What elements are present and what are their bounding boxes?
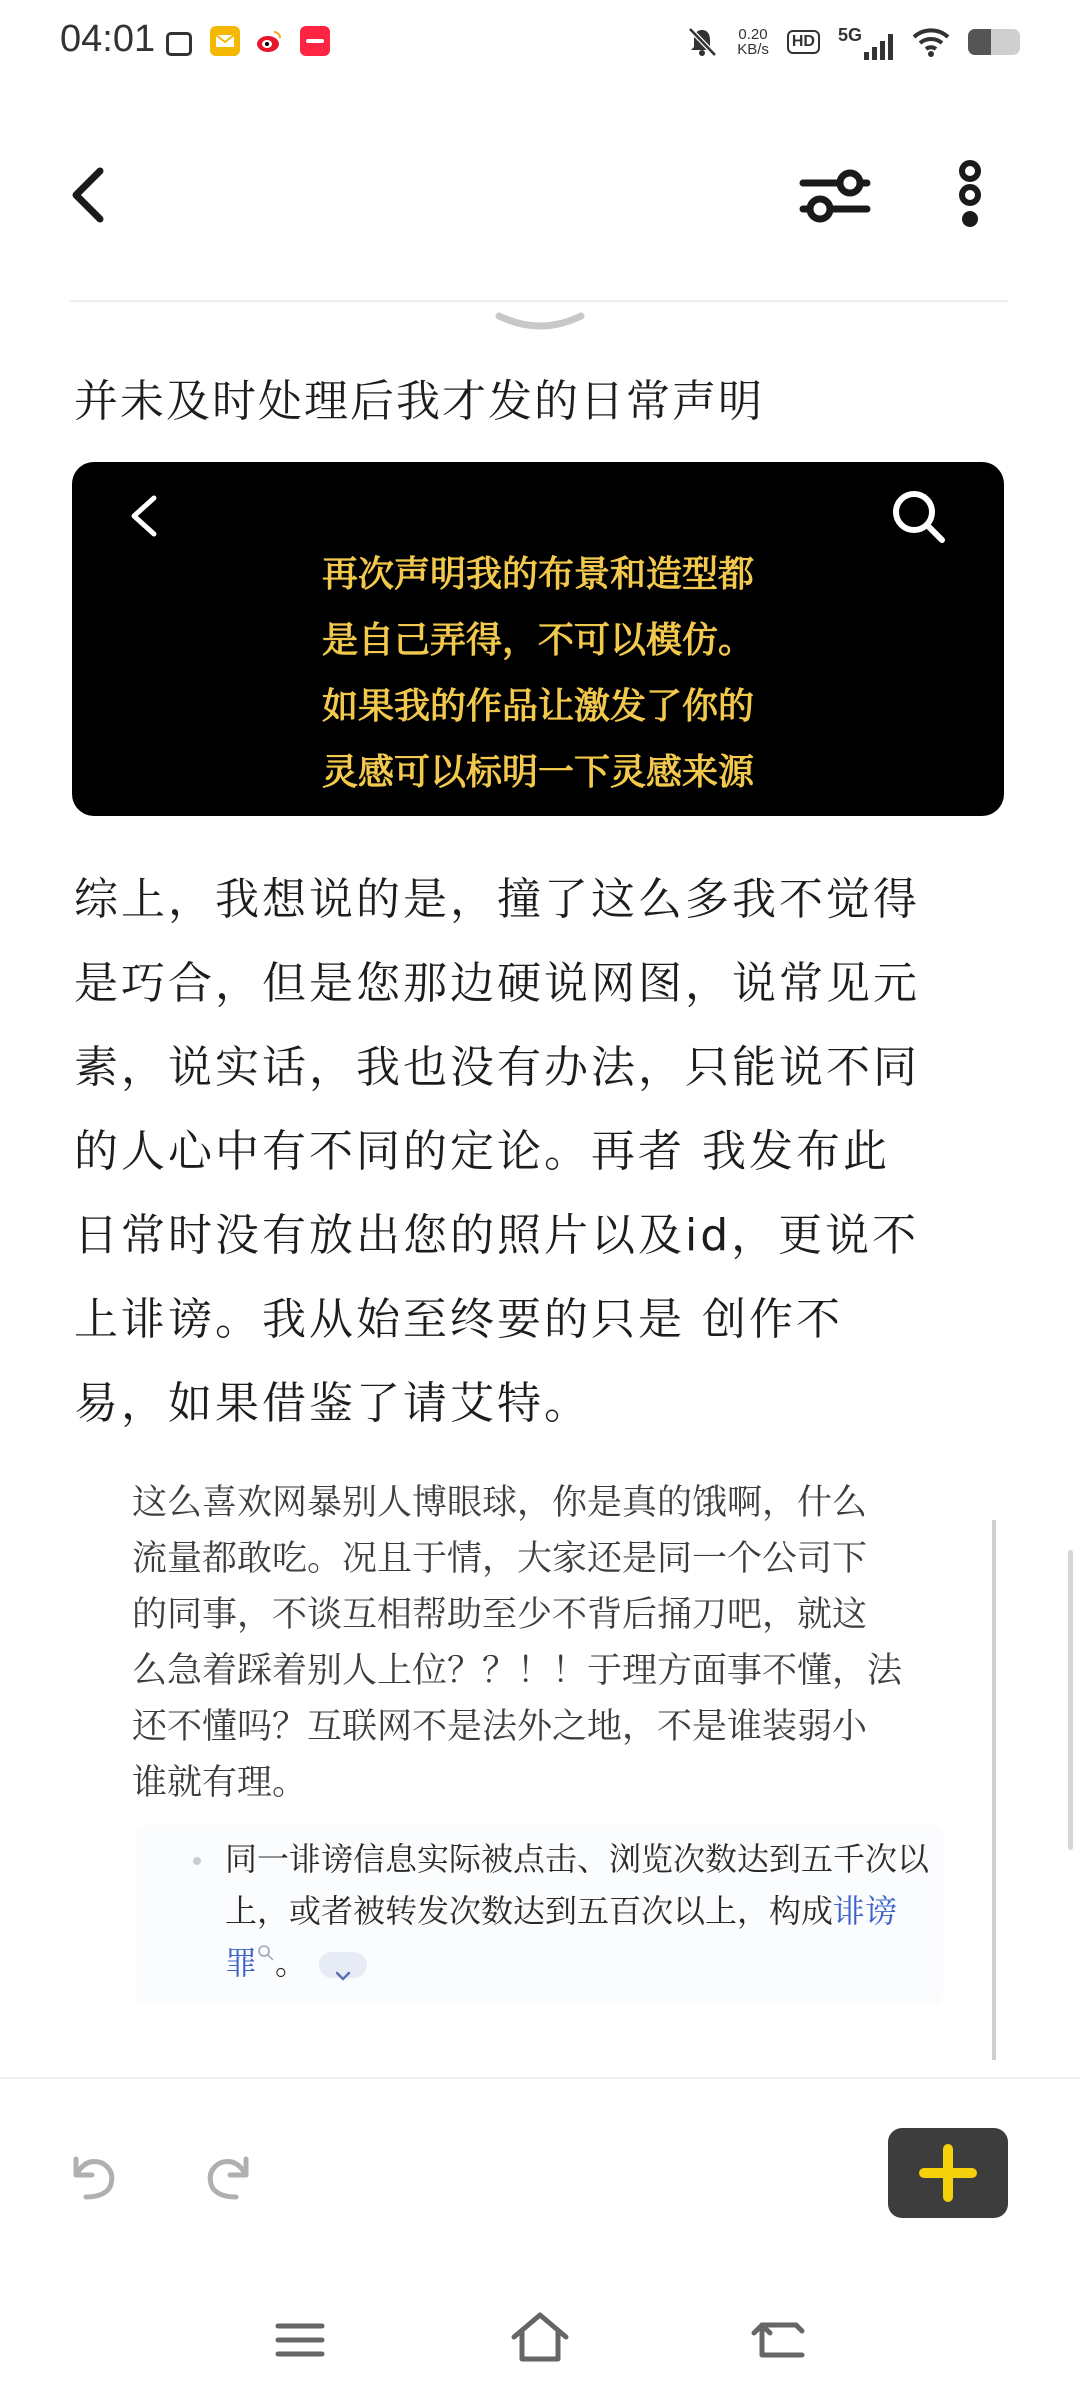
undo-button[interactable] bbox=[62, 2135, 122, 2215]
status-time: 04:01 bbox=[60, 18, 156, 60]
app-badge-mail-icon bbox=[210, 26, 240, 56]
nav-back-button[interactable] bbox=[748, 2305, 812, 2369]
paragraph-line: 易，如果借鉴了请艾特。 bbox=[74, 1378, 591, 1429]
paragraph-line: 是巧合，但是您那边硬说网图，说常见元 bbox=[74, 958, 920, 1009]
info-line: 同一诽谤信息实际被点击、浏览次数达到五千次以 bbox=[225, 1840, 930, 1878]
chevron-down-icon bbox=[319, 1963, 367, 1989]
defamation-link[interactable]: 诽谤 bbox=[833, 1892, 898, 1930]
card-text bbox=[72, 542, 1004, 806]
app-badge-weibo-icon bbox=[254, 26, 284, 56]
more-options-button[interactable] bbox=[935, 155, 1005, 235]
collapse-handle[interactable] bbox=[495, 310, 585, 340]
header-divider bbox=[70, 300, 1008, 302]
filter-button[interactable] bbox=[795, 155, 875, 235]
redo-icon bbox=[200, 2135, 260, 2215]
signal-indicator bbox=[838, 25, 894, 60]
net-speed-unit: KB/s bbox=[737, 41, 769, 58]
nav-home-button[interactable] bbox=[508, 2305, 572, 2369]
battery-level bbox=[968, 29, 991, 55]
quote-line: 这么喜欢网暴别人博眼球，你是真的饿啊，什么 bbox=[132, 1483, 868, 1523]
add-button[interactable] bbox=[888, 2128, 1008, 2218]
paragraph-line: 的人心中有不同的定论。再者 我发布此 bbox=[74, 1126, 890, 1177]
expand-button[interactable] bbox=[319, 1952, 367, 1978]
status-bar bbox=[0, 0, 1080, 84]
paragraph-line: 素，说实话，我也没有办法，只能说不同 bbox=[74, 1042, 920, 1093]
status-indicators bbox=[685, 20, 1020, 64]
info-line-text: 上，或者被转发次数达到五百次以上，构成 bbox=[225, 1892, 834, 1930]
menu-icon bbox=[270, 2310, 330, 2370]
info-line bbox=[225, 1937, 925, 1989]
redo-button[interactable] bbox=[200, 2135, 260, 2215]
card-text-line: 是自己弄得，不可以模仿。 bbox=[321, 620, 754, 661]
quote-line: 么急着踩着别人上位？？！！于理方面事不懂，法 bbox=[132, 1651, 903, 1691]
sliders-icon bbox=[795, 155, 875, 235]
plus-icon bbox=[888, 2128, 1008, 2218]
bottom-divider bbox=[0, 2077, 1080, 2079]
paragraph-line: 上诽谤。我从始至终要的只是 创作不 bbox=[74, 1294, 843, 1345]
search-icon bbox=[257, 1944, 275, 1962]
net-speed-value: 0.20 bbox=[738, 26, 768, 43]
quote-line: 还不懂吗？互联网不是法外之地，不是谁装弱小 bbox=[132, 1707, 868, 1747]
chevron-down-icon bbox=[495, 310, 585, 340]
card-text-line: 灵感可以标明一下灵感来源 bbox=[321, 752, 754, 793]
info-line bbox=[225, 1885, 925, 1937]
embedded-image-card bbox=[72, 462, 1004, 816]
quote-scrollbar bbox=[992, 1520, 996, 2060]
quote-line: 流量都敢吃。况且于情，大家还是同一个公司下 bbox=[132, 1539, 868, 1579]
app-badge-bilibili-icon bbox=[166, 32, 192, 56]
network-type-label: 5G bbox=[837, 24, 862, 45]
body-paragraph bbox=[74, 858, 1019, 1446]
nav-recents-button[interactable] bbox=[270, 2310, 330, 2370]
info-line-end: 。 bbox=[275, 1944, 308, 1982]
legal-info-card bbox=[135, 1825, 943, 2005]
vertical-dots-icon bbox=[935, 155, 1005, 235]
quote-line: 谁就有理。 bbox=[132, 1763, 308, 1803]
paragraph-line: 综上，我想说的是，撞了这么多我不觉得 bbox=[74, 874, 920, 925]
card-search-icon bbox=[884, 480, 954, 550]
home-icon bbox=[508, 2305, 572, 2369]
net-speed bbox=[737, 27, 769, 57]
paragraph-line: 日常时没有放出您的照片以及id，更说不 bbox=[74, 1210, 920, 1261]
chevron-left-icon bbox=[60, 155, 120, 235]
quoted-screenshot-text bbox=[132, 1475, 932, 1811]
card-back-icon bbox=[116, 480, 172, 550]
content-line: 并未及时处理后我才发的日常声明 bbox=[74, 376, 764, 427]
card-text-line: 再次声明我的布景和造型都 bbox=[321, 554, 754, 595]
card-text-line: 如果我的作品让激发了你的 bbox=[321, 686, 754, 727]
battery-icon bbox=[968, 29, 1020, 55]
wifi-icon bbox=[912, 27, 950, 57]
quote-line: 的同事，不谈互相帮助至少不背后捅刀吧，就这 bbox=[132, 1595, 868, 1635]
mute-bell-icon bbox=[685, 25, 719, 59]
hd-badge: HD bbox=[787, 30, 820, 54]
defamation-link-cont[interactable]: 罪 bbox=[225, 1944, 258, 1982]
signal-bars-icon bbox=[864, 34, 894, 60]
back-arrow-icon bbox=[748, 2305, 812, 2369]
page-scrollbar[interactable] bbox=[1068, 1550, 1073, 1850]
undo-icon bbox=[62, 2135, 122, 2215]
app-badge-xiaohongshu-icon bbox=[300, 26, 330, 56]
legal-info-text bbox=[225, 1833, 930, 1989]
back-button[interactable] bbox=[60, 155, 120, 235]
bullet-dot bbox=[193, 1857, 201, 1865]
